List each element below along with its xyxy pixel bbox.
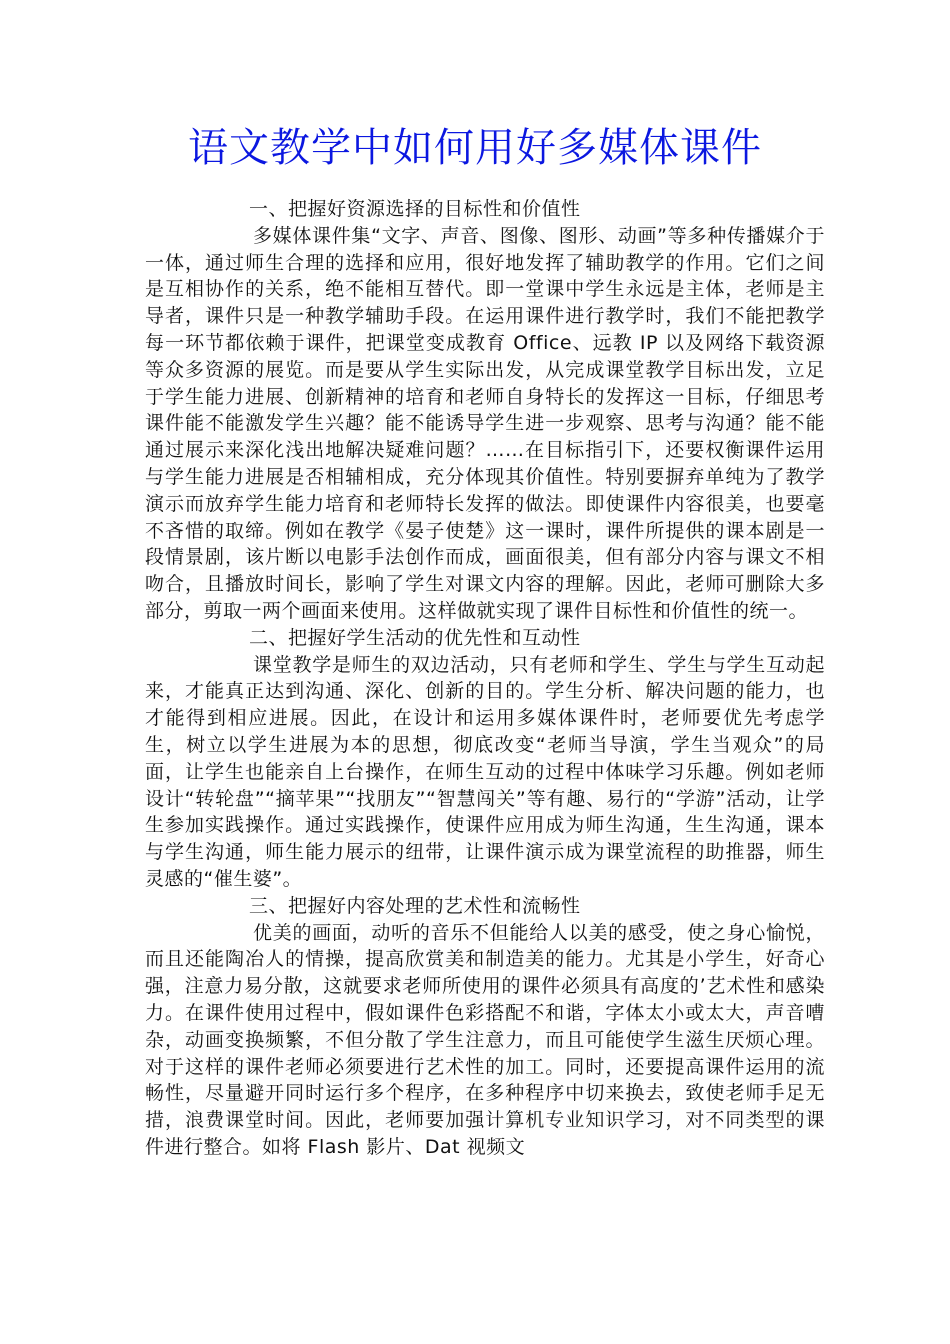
section-2-paragraph: 课堂教学是师生的双边活动，只有老师和学生、学生与学生互动起来，才能真正达到沟通、深化、创新的目的。学生分析、解决问题的能力，也才能得到相应进展。因此，在设计和运用多媒体课件时，老师要优先考虑学生，树立以学生进展为本的思想，彻底改变“老师当导演，学生当观众”的局面，让学生也能亲自上台操作，在师生互动的过程中体味学习乐趣。例如老师设计“转轮盘”“摘苹果”“找朋友”“智慧闯关”等有趣、易行的“学游”活动，让学生参加实践操作。通过实践操作，使课件应用成为师生沟通，生生沟通，课本与学生沟通，师生能力展示的纽带，让课件演示成为课堂流程的助推器，师生灵感的“催生婆”。 (145, 653, 825, 890)
section-3-heading: 三、把握好内容处理的艺术性和流畅性 (249, 894, 581, 917)
section-3-paragraph: 优美的画面，动听的音乐不但能给人以美的感受，使之身心愉悦，而且还能陶冶人的情操，提高欣赏美和制造美的能力。尤其是小学生，好奇心强，注意力易分散，这就要求老师所使用的课件必须具有高度的’艺术性和感染力。在课件使用过程中，假如课件色彩搭配不和谐，字体太小或太大，声音嘈杂，动画变换频繁，不但分散了学生注意力，而且可能使学生滋生厌烦心理。对于这样的课件老师必须要进行艺术性的加工。同时，还要提高课件运用的流畅性，尽量避开同时运行多个程序，在多种程序中切来换去，致使老师手足无措，浪费课堂时间。因此，老师要加强计算机专业知识学习，对不同类型的课件进行整合。如将 Flash 影片、Dat 视频文 (145, 921, 825, 1158)
document-title: 语文教学中如何用好多媒体课件 (188, 125, 762, 171)
section-2-heading: 二、把握好学生活动的优先性和互动性 (249, 626, 581, 649)
section-1-paragraph: 多媒体课件集“文字、声音、图像、图形、动画”等多种传播媒介于一体，通过师生合理的选择和应用，很好地发挥了辅助教学的作用。它们之间是互相协作的关系，绝不能相互替代。即一堂课中学生永远是主体，老师是主导者，课件只是一种教学辅助手段。在运用课件进行教学时，我们不能把教学每一环节都依赖于课件，把课堂变成教育 Office、远教 IP 以及网络下载资源等众多资源的展览。而是要从学生实际出发，从完成课堂教学目标出发，立足于学生能力进展、创新精神的培育和老师自身特长的发挥这一目标，仔细思考课件能不能激发学生兴趣？能不能诱导学生进一步观察、思考与沟通？能不能通过展示来深化浅出地解决疑难问题？……在目标指引下，还要权衡课件运用与学生能力进展是否相辅相成，充分体现其价值性。特别要摒弃单纯为了教学演示而放弃学生能力培育和老师特长发挥的做法。即使课件内容很美，也要毫不吝惜的取缔。例如在教学《晏子使楚》这一课时，课件所提供的课本剧是一段情景剧，该片断以电影手法创作而成，画面很美，但有部分内容与课文不相吻合，且播放时间长，影响了学生对课文内容的理解。因此，老师可删除大多部分，剪取一两个画面来使用。这样做就实现了课件目标性和价值性的统一。 (145, 224, 825, 622)
section-1-heading: 一、把握好资源选择的目标性和价值性 (249, 198, 581, 220)
document-body (145, 196, 825, 1161)
